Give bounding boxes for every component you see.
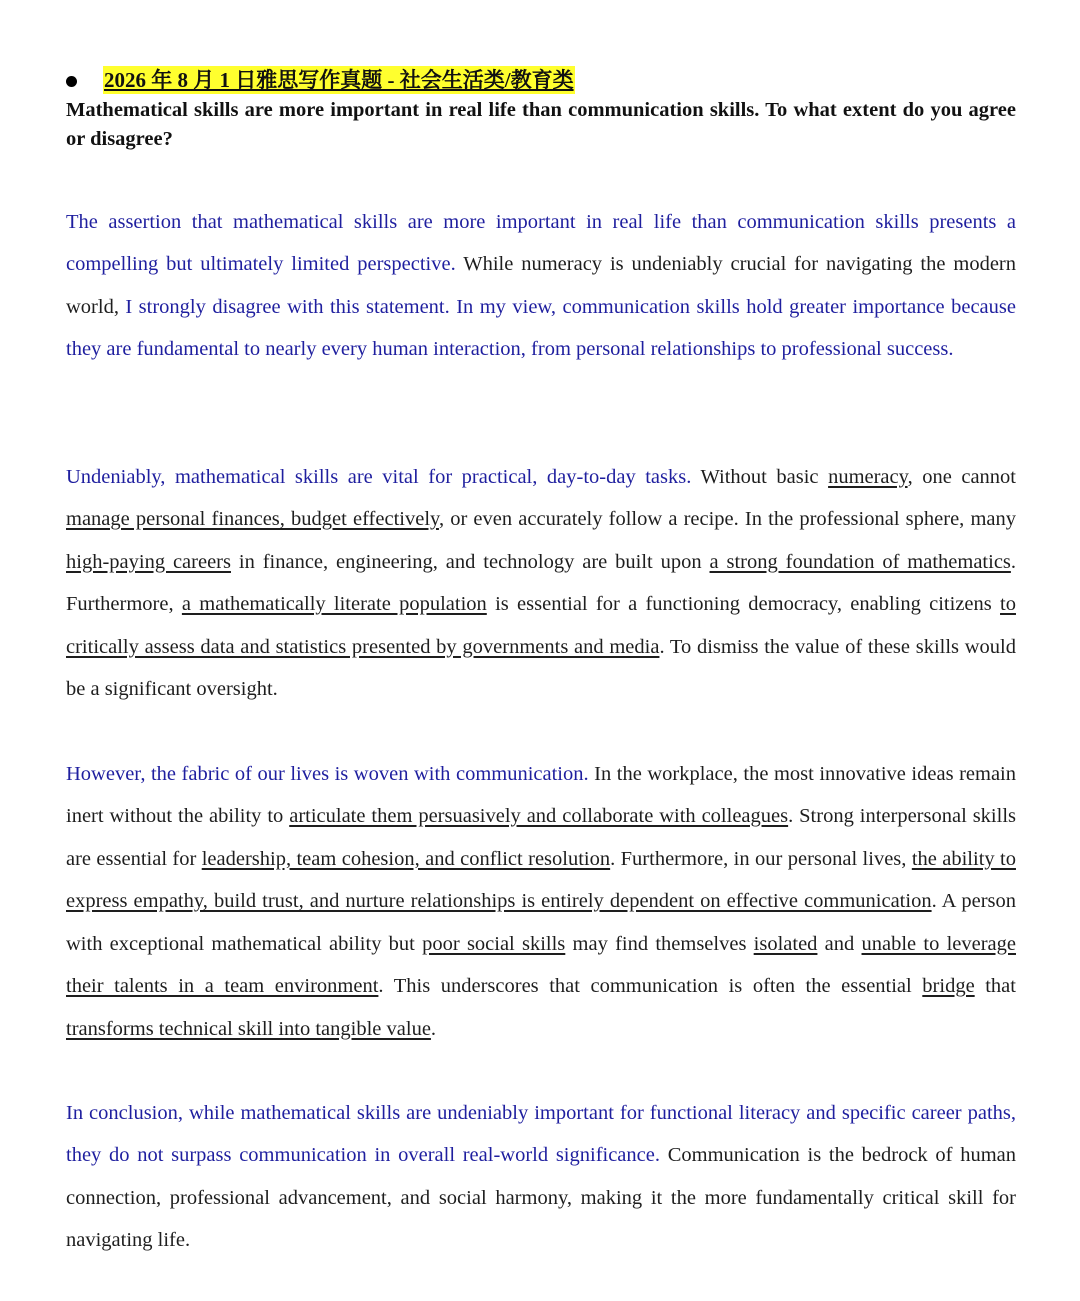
paragraph-introduction: [66, 201, 1016, 371]
underlined-phrase: manage personal finances, budget effectively: [66, 508, 439, 530]
text-segment: may find themselves: [565, 932, 754, 955]
underlined-phrase: numeracy: [828, 465, 908, 488]
text-segment: , one cannot: [907, 465, 1016, 488]
underlined-phrase: high-paying careers: [66, 550, 231, 573]
text-segment: in finance, engineering, and technology are built upon: [230, 550, 710, 573]
paragraph-body-2: [66, 753, 1016, 1051]
text-segment: In the workplace, the most innovative ideas remain inert without the ability to: [66, 762, 1016, 827]
text-segment: and: [817, 932, 862, 955]
underlined-phrase: the ability to express empathy, build trust, and nurture relationships is entirely dependent on effective communication: [66, 847, 1016, 912]
paragraph-conclusion: [66, 1092, 1016, 1262]
underlined-phrase: a strong foundation of mathematics: [709, 550, 1011, 573]
emphasized-sentence: The assertion that mathematical skills are more important in real life than communication skills presents a compelling but ultimately limited perspective.: [66, 210, 1016, 275]
underlined-phrase: leadership, team cohesion, and conflict resolution: [201, 847, 611, 870]
paragraph-body-1: [66, 456, 1016, 711]
underlined-phrase: transforms technical skill into tangible value: [66, 1017, 431, 1040]
highlighted-title: 2026 年 8 月 1 日雅思写作真题 - 社会生活类/教育类: [104, 68, 574, 92]
underlined-phrase: isolated: [753, 932, 818, 955]
underlined-phrase: unable to leverage their talents in a team environment: [66, 932, 1016, 997]
text-segment: While numeracy is undeniably crucial for navigating the modern world,: [66, 253, 1016, 318]
underlined-phrase: to critically assess data and statistics presented by governments and media: [66, 593, 1016, 658]
essay-question: Mathematical skills are more important in real life than communication skills. To what extent do you agree or disagree?: [66, 99, 1016, 150]
text-segment: Without basic: [691, 465, 829, 488]
emphasized-sentence: In conclusion, while mathematical skills are undeniably important for functional literacy and specific career paths, they do not surpass communication in overall real-world significance.: [66, 1101, 1016, 1166]
text-segment: . To dismiss the value of these skills would be a significant oversight.: [66, 635, 1016, 700]
text-segment: that: [974, 975, 1016, 997]
text-segment: . Furthermore,: [66, 550, 1017, 615]
text-segment: . Furthermore, in our personal lives,: [610, 847, 912, 870]
text-segment: .: [430, 1017, 437, 1040]
emphasized-sentence: Undeniably, mathematical skills are vital for practical, day-to-day tasks.: [66, 465, 692, 488]
text-segment: Communication is the bedrock of human connection, professional advancement, and social harmony, making it the more fundamentally critical skill for navigating life.: [66, 1144, 1016, 1251]
text-segment: is essential for a functioning democracy, enabling citizens: [486, 593, 1001, 615]
text-segment: . A person with exceptional mathematical ability but: [66, 890, 1016, 955]
emphasized-sentence: I strongly disagree with this statement. In my view, communication skills hold greater importance because they are fundamental to nearly every human interaction, from personal relationships to professional success.: [66, 295, 1016, 360]
underlined-phrase: a mathematically literate population: [181, 593, 487, 615]
underlined-phrase: poor social skills: [422, 932, 566, 955]
bullet-icon: [66, 76, 77, 87]
underlined-phrase: bridge: [922, 975, 975, 997]
underlined-phrase: articulate them persuasively and collaborate with colleagues: [289, 805, 789, 827]
text-segment: . This underscores that communication is often the essential: [378, 975, 923, 997]
heading-line: [66, 64, 575, 96]
text-segment: , or even accurately follow a recipe. In the professional sphere, many: [438, 508, 1016, 530]
text-segment: . Strong interpersonal skills are essential for: [66, 805, 1016, 870]
emphasized-sentence: However, the fabric of our lives is woven with communication.: [66, 762, 589, 785]
